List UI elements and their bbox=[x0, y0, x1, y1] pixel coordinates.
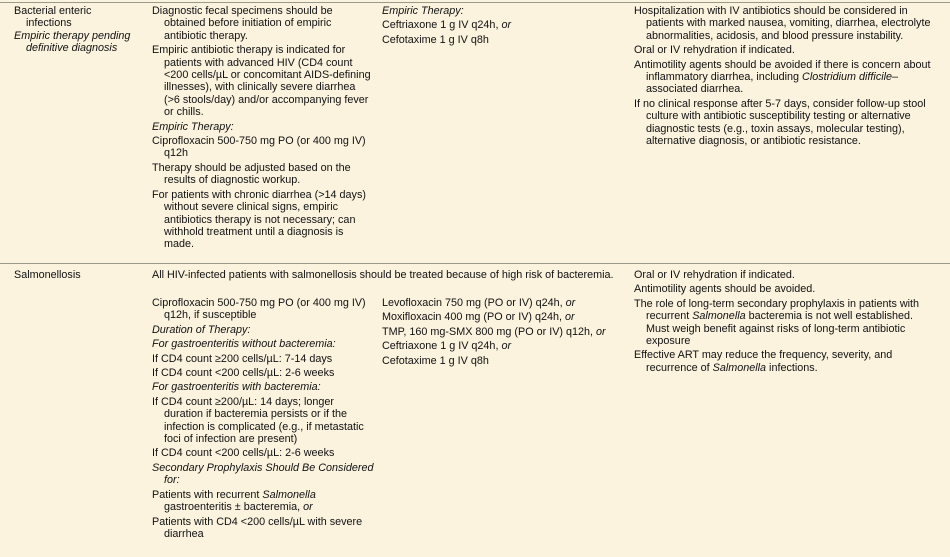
condition-subtitle: Empiric therapy pending definitive diagnosis bbox=[14, 29, 131, 55]
cell-paragraph: Secondary Prophylaxis Should Be Considered for: bbox=[152, 461, 374, 487]
cell-paragraph: Oral or IV rehydration if indicated. bbox=[634, 44, 795, 57]
cell-paragraph: The role of long-term secondary prophylaxis in patients with recurrent Salmonella bacteremia is not well established. Must weigh benefit against risks of long-term antibiotic exposure bbox=[634, 297, 920, 348]
cell-paragraph: Therapy should be adjusted based on the results of diagnostic workup. bbox=[152, 161, 351, 187]
row-divider bbox=[0, 263, 950, 264]
condition-title: Salmonellosis bbox=[14, 269, 81, 281]
cell-paragraph: Ceftriaxone 1 g IV q24h, or bbox=[382, 19, 512, 32]
cell-paragraph: Antimotility agents should be avoided. bbox=[634, 283, 816, 296]
cell-paragraph: If CD4 count ≥200/µL: 14 days; longer duration if bacteremia persists or if the infection is complicated (e.g., if metastatic foci of infection are present) bbox=[152, 395, 364, 446]
preferred-therapy-cell-bacterial bbox=[152, 5, 374, 253]
comments-cell-bacterial bbox=[634, 5, 934, 149]
cell-paragraph: Oral or IV rehydration if indicated. bbox=[634, 269, 795, 281]
table-top-rule bbox=[0, 2, 950, 3]
cell-paragraph: Ceftriaxone 1 g IV q24h, or bbox=[382, 340, 512, 353]
cell-paragraph: Diagnostic fecal specimens should be obtained before initiation of empiric antibiotic therapy. bbox=[152, 5, 333, 42]
cell-paragraph: For gastroenteritis with bacteremia: bbox=[152, 381, 321, 394]
preferred-therapy-cell-salmonellosis bbox=[152, 297, 374, 542]
cell-paragraph: If no clinical response after 5-7 days, consider follow-up stool culture with antibiotic susceptibility testing or alternative diagnostic tests (e.g., toxin assays, molecular testing), alternative diagnosis, or antibiotic resistance. bbox=[634, 97, 926, 148]
cell-paragraph: TMP, 160 mg-SMX 800 mg (PO or IV) q12h, or bbox=[382, 325, 606, 338]
spanning-note-text: All HIV-infected patients with salmonellosis should be treated because of high risk of bacteremia. bbox=[152, 269, 614, 281]
cell-paragraph: Levofloxacin 750 mg (PO or IV) q24h, or bbox=[382, 297, 576, 309]
cell-paragraph: Moxifloxacin 400 mg (PO or IV) q24h, or bbox=[382, 311, 575, 324]
cell-paragraph: For gastroenteritis without bacteremia: bbox=[152, 338, 336, 351]
cell-paragraph: Cefotaxime 1 g IV q8h bbox=[382, 354, 489, 367]
condition-cell-bacterial bbox=[14, 5, 136, 57]
cell-paragraph: Duration of Therapy: bbox=[152, 323, 251, 336]
salmonellosis-spanning-note bbox=[152, 269, 622, 283]
cell-paragraph: Patients with recurrent Salmonella gastroenteritis ± bacteremia, or bbox=[152, 488, 316, 514]
cell-paragraph: If CD4 count ≥200 cells/µL: 7-14 days bbox=[152, 352, 333, 365]
cell-paragraph: Hospitalization with IV antibiotics should be considered in patients with marked nausea, vomiting, diarrhea, electrolyte abnormalities, acidosis, and blood pressure instability. bbox=[634, 5, 931, 42]
cell-paragraph: Cefotaxime 1 g IV q8h bbox=[382, 33, 489, 46]
condition-cell-salmonellosis bbox=[14, 269, 136, 283]
alternative-therapy-cell-salmonellosis bbox=[382, 297, 628, 369]
alternative-therapy-cell-bacterial bbox=[382, 5, 628, 48]
cell-paragraph: If CD4 count <200 cells/µL: 2-6 weeks bbox=[152, 447, 335, 460]
cell-paragraph: If CD4 count <200 cells/µL: 2-6 weeks bbox=[152, 367, 335, 380]
cell-paragraph: Empiric Therapy: bbox=[152, 120, 234, 133]
comments-cell-salmonellosis bbox=[634, 269, 934, 376]
cell-paragraph: Ciprofloxacin 500-750 mg PO (or 400 mg IV) q12h, if susceptible bbox=[152, 297, 366, 322]
condition-title: Bacterial enteric infections bbox=[14, 5, 92, 30]
cell-paragraph: Antimotility agents should be avoided if there is concern about inflammatory diarrhea, including Clostridium difficile–associated diarrhea. bbox=[634, 58, 931, 96]
cell-paragraph: Effective ART may reduce the frequency, severity, and recurrence of Salmonella infections. bbox=[634, 349, 893, 374]
cell-paragraph: Patients with CD4 <200 cells/µL with severe diarrhea bbox=[152, 515, 363, 540]
cell-paragraph: Empiric antibiotic therapy is indicated for patients with advanced HIV (CD4 count <200 cells/µL or concomitant AIDS-defining illnesses), with clinically severe diarrhea (>6 stools/day) and/or accompanying fever or chills. bbox=[152, 44, 371, 119]
cell-paragraph: Ciprofloxacin 500-750 mg PO (or 400 mg IV) q12h bbox=[152, 135, 366, 160]
cell-paragraph: Empiric Therapy: bbox=[382, 5, 464, 17]
cell-paragraph: For patients with chronic diarrhea (>14 days) without severe clinical signs, empiric antibiotics therapy is not necessary; can withhold treatment until a diagnosis is made. bbox=[152, 188, 366, 251]
